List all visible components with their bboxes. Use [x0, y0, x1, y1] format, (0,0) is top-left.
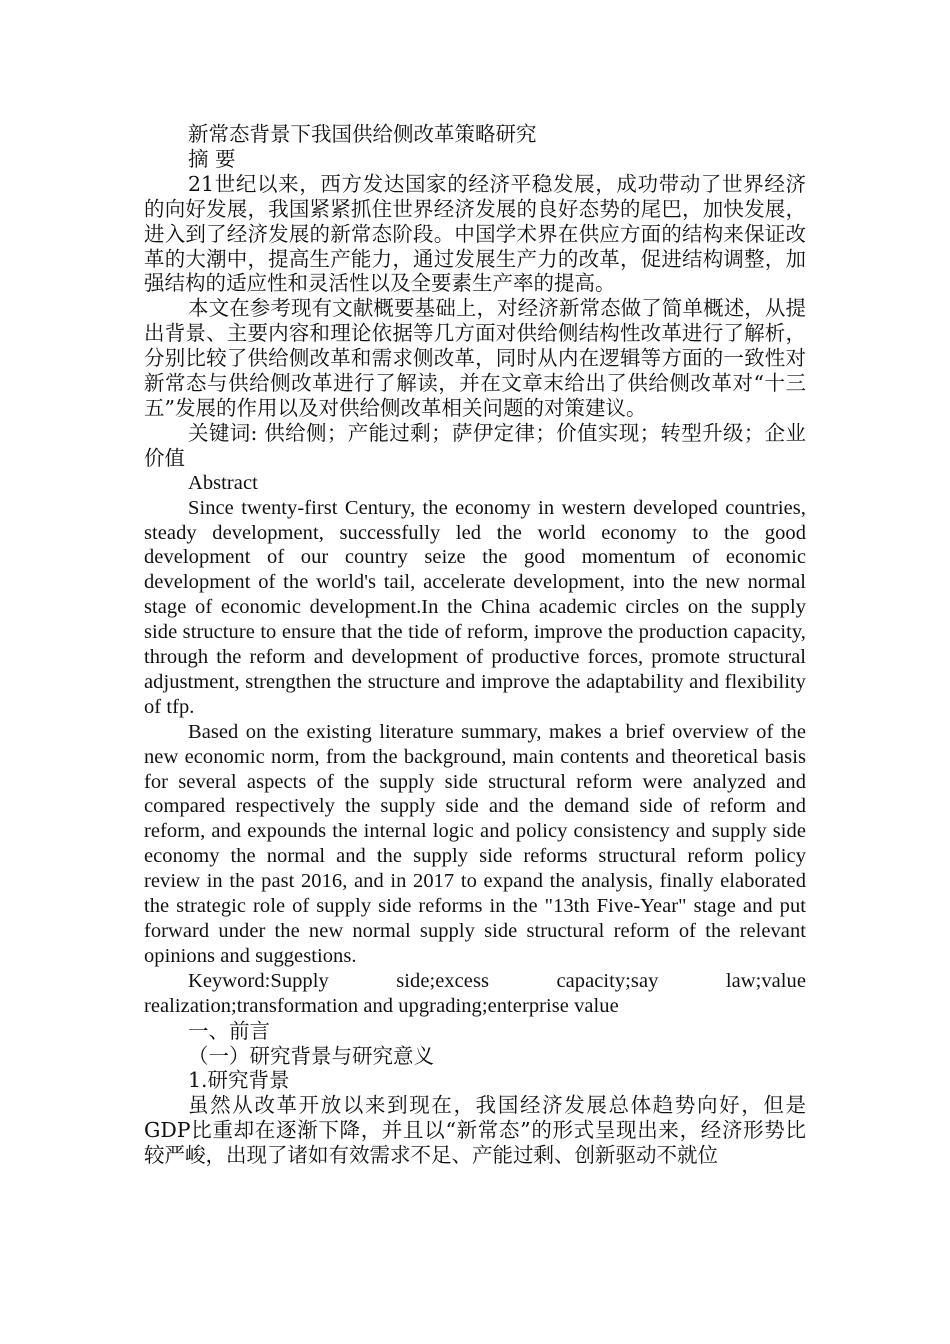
abstract-en-paragraph-2: Based on the existing literature summary, makes a brief overview of the new economic norm, from the background, main contents and theoretical basis for several aspects of the supply side structural reform were analyzed and compared respectively the supply side and the demand side of reform and reform, and expounds the internal logic and policy consistency and supply side economy the normal and the supply side reforms structural reform policy review in the past 2016, and in 2017 to expand the analysis, finally elaborated the strategic role of supply side reforms in the "13th Five-Year" stage and put forward under the new normal supply side structural reform of the relevant opinions and suggestions. [144, 720, 806, 967]
abstract-cn-heading: 摘 要 [188, 146, 236, 171]
document-page [144, 122, 806, 1168]
section-1-1-1-heading: 1.研究背景 [188, 1068, 290, 1093]
section-1-1-heading: （一）研究背景与研究意义 [188, 1043, 434, 1068]
abstract-en-heading: Abstract [188, 471, 258, 494]
abstract-cn-paragraph-2: 本文在参考现有文献概要基础上，对经济新常态做了简单概述，从提出背景、主要内容和理论依据等几方面对供给侧结构性改革进行了解析，分别比较了供给侧改革和需求侧改革，同时从内在逻辑等方面的一致性对新常态与供给侧改革进行了解读，并在文章末给出了供给侧改革对“十三五”发展的作用以及对供给侧改革相关问题的对策建议。 [144, 296, 806, 420]
keywords-cn: 关键词: 供给侧；产能过剩；萨伊定律；价值实现；转型升级；企业价值 [144, 420, 806, 470]
abstract-en-paragraph-1: Since twenty-first Century, the economy in western developed countries, steady development, successfully led the world economy to the good development of our country seize the good momentum of economic development of the world's tail, accelerate development, into the new normal stage of economic development.In the China academic circles on the supply side structure to ensure that the tide of reform, improve the production capacity, through the reform and development of productive forces, promote structural adjustment, strengthen the structure and improve the adaptability and flexibility of tfp. [144, 496, 806, 718]
document-title: 新常态背景下我国供给侧改革策略研究 [188, 122, 537, 146]
abstract-cn-paragraph-1: 21世纪以来，西方发达国家的经济平稳发展，成功带动了世界经济的向好发展，我国紧紧抓住世界经济发展的良好态势的尾巴，加快发展，进入到了经济发展的新常态阶段。中国学术界在供应方面的结构来保证改革的大潮中，提高生产能力，通过发展生产力的改革，促进结构调整，加强结构的适应性和灵活性以及全要素生产率的提高。 [144, 171, 806, 296]
section-1-1-1-paragraph-1: 虽然从改革开放以来到现在，我国经济发展总体趋势向好，但是GDP比重却在逐渐下降，并且以“新常态”的形式呈现出来，经济形势比较严峻，出现了诸如有效需求不足、产能过剩、创新驱动不就位 [144, 1093, 806, 1168]
section-1-heading: 一、前言 [188, 1018, 270, 1043]
keywords-en: Keyword:Supply side;excess capacity;say law;value realization;transformation and upgrading;enterprise value [144, 969, 806, 1017]
